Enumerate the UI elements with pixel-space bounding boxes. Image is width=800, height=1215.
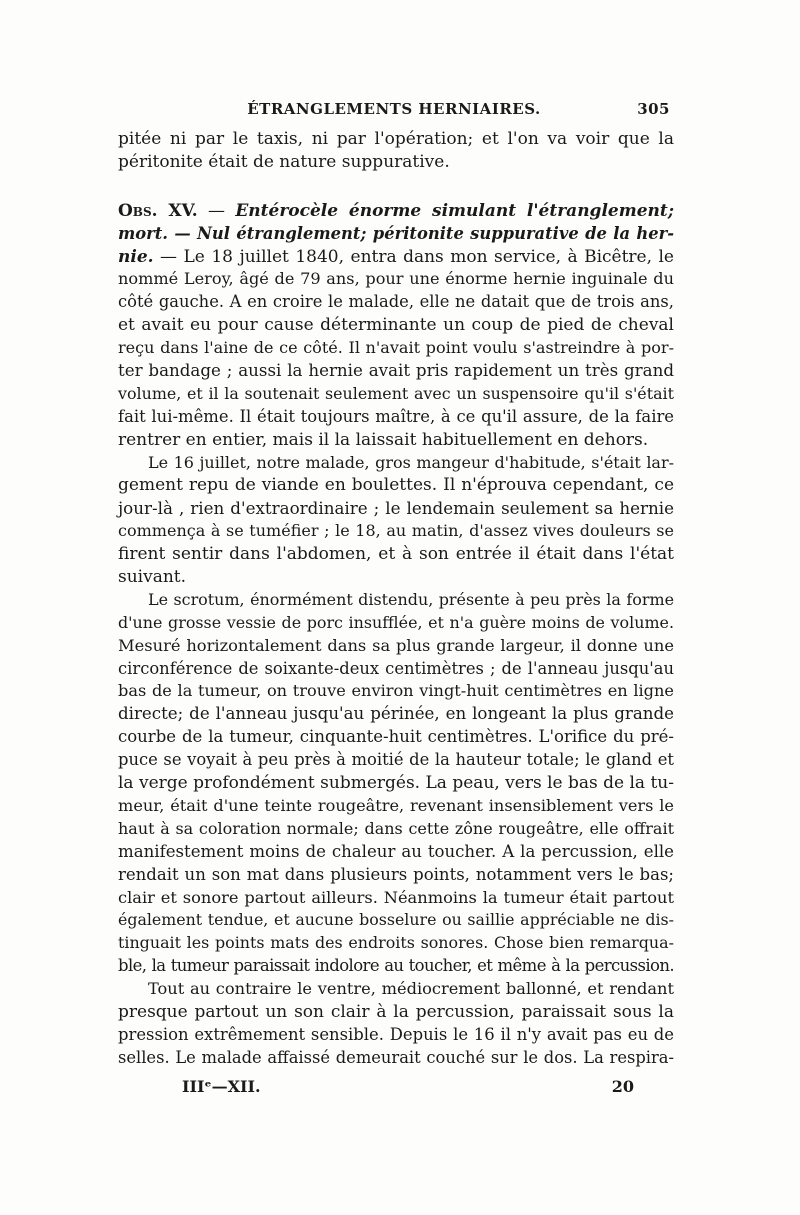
text-line: bas de la tumeur, on trouve environ vingt-huit centimètres en ligne bbox=[118, 681, 674, 701]
text-line: et avait eu pour cause déterminante un coup de pied de cheval bbox=[118, 315, 674, 336]
text-line: côté gauche. A en croire le malade, elle ne datait que de trois ans, bbox=[118, 292, 674, 312]
text-line: jour-là , rien d'extraordinaire ; le lendemain seulement sa hernie bbox=[118, 498, 674, 519]
observation-dash: — bbox=[197, 200, 236, 221]
text-line: haut à sa coloration normale; dans cette zône rougeâtre, elle offrait bbox=[118, 818, 674, 838]
volume-mark: IIIᵉ—XII. bbox=[182, 1077, 261, 1096]
text-line: Le 16 juillet, notre malade, gros mangeur d'habitude, s'était lar- bbox=[148, 452, 674, 472]
text-line: puce se voyait à peu près à moitié de la hauteur totale; le gland et bbox=[118, 750, 674, 770]
sheet-number: 20 bbox=[611, 1077, 634, 1096]
text-line: manifestement moins de chaleur au toucher. A la percussion, elle bbox=[118, 841, 674, 861]
text-line: pitée ni par le taxis, ni par l'opération; et l'on va voir que la bbox=[118, 129, 674, 149]
text-line: la verge profondément submergés. La peau, vers le bas de la tu- bbox=[118, 773, 674, 794]
text-line: ble, la tumeur paraissait indolore au toucher, et même à la percussion. bbox=[118, 956, 674, 976]
observation-heading bbox=[118, 200, 674, 223]
text-line: rentrer en entier, mais il la laissait habituellement en dehors. bbox=[118, 429, 649, 450]
text-line: circonférence de soixante-deux centimètres ; de l'anneau jusqu'au bbox=[118, 658, 674, 678]
running-head bbox=[118, 100, 670, 124]
text-line: directe; de l'anneau jusqu'au périnée, en longeant la plus grande bbox=[118, 704, 674, 724]
observation-title-line: mort. — Nul étranglement; péritonite suppurative de la her- bbox=[118, 223, 674, 243]
text-line: d'une grosse vessie de porc insufflée, et n'a guère moins de volume. bbox=[118, 612, 674, 632]
observation-title: Entérocèle énorme simulant l'étranglement; bbox=[235, 200, 675, 221]
text-line: rendait un son mat dans plusieurs points, notamment vers le bas; bbox=[118, 864, 674, 884]
text-line: gement repu de viande en boulettes. Il n'éprouva cependant, ce bbox=[118, 475, 674, 496]
text-line: meur, était d'une teinte rougeâtre, revenant insensiblement vers le bbox=[118, 795, 674, 815]
text-line: firent sentir dans l'abdomen, et à son entrée il était dans l'état bbox=[118, 544, 674, 565]
text-line: Tout au contraire le ventre, médiocrement ballonné, et rendant bbox=[148, 979, 674, 999]
signature-line bbox=[118, 1077, 634, 1099]
text-line: volume, et il la soutenait seulement avec un suspensoire qu'il s'était bbox=[118, 383, 674, 403]
text-line: clair et sonore partout ailleurs. Néanmoins la tumeur était partout bbox=[118, 887, 674, 907]
observation-title-end: nie. bbox=[118, 246, 154, 267]
text-line bbox=[118, 246, 674, 269]
text-line: reçu dans l'aine de ce côté. Il n'avait point voulu s'astreindre à por- bbox=[118, 338, 674, 358]
page-number: 305 bbox=[637, 100, 670, 118]
text-line: pression extrêmement sensible. Depuis le 16 il n'y avait pas eu de bbox=[118, 1024, 674, 1044]
body-text bbox=[118, 128, 674, 1070]
text-line: péritonite était de nature suppurative. bbox=[118, 151, 450, 172]
running-title: ÉTRANGLEMENTS HERNIAIRES. bbox=[247, 100, 541, 118]
text-line: selles. Le malade affaissé demeurait couché sur le dos. La respira- bbox=[118, 1047, 674, 1067]
text-line: nommé Leroy, âgé de 79 ans, pour une énorme hernie inguinale du bbox=[118, 269, 674, 289]
text-line: presque partout un son clair à la percussion, paraissait sous la bbox=[118, 1001, 674, 1022]
text-line: ter bandage ; aussi la hernie avait pris rapidement un très grand bbox=[118, 361, 674, 381]
text-line: également tendue, et aucune bosselure ou saillie appréciable ne dis- bbox=[118, 910, 674, 930]
text-line: Le scrotum, énormément distendu, présente à peu près la forme bbox=[148, 589, 674, 609]
text-line: commença à se tuméfier ; le 18, au matin, d'assez vives douleurs se bbox=[118, 521, 674, 541]
text-fragment: — Le 18 juillet 1840, entra dans mon service, à Bicêtre, le bbox=[153, 246, 674, 267]
text-line: tinguait les points mats des endroits sonores. Chose bien remarqua- bbox=[118, 933, 674, 953]
text-line: Mesuré horizontalement dans sa plus grande largeur, il donne une bbox=[118, 635, 674, 655]
text-line: courbe de la tumeur, cinquante-huit centimètres. L'orifice du pré- bbox=[118, 727, 674, 747]
paragraph-gap bbox=[118, 174, 674, 200]
text-line: suivant. bbox=[118, 567, 187, 588]
observation-label: Obs. XV. bbox=[118, 200, 198, 221]
text-line: fait lui-même. Il était toujours maître, à ce qu'il assure, de la faire bbox=[118, 406, 674, 426]
